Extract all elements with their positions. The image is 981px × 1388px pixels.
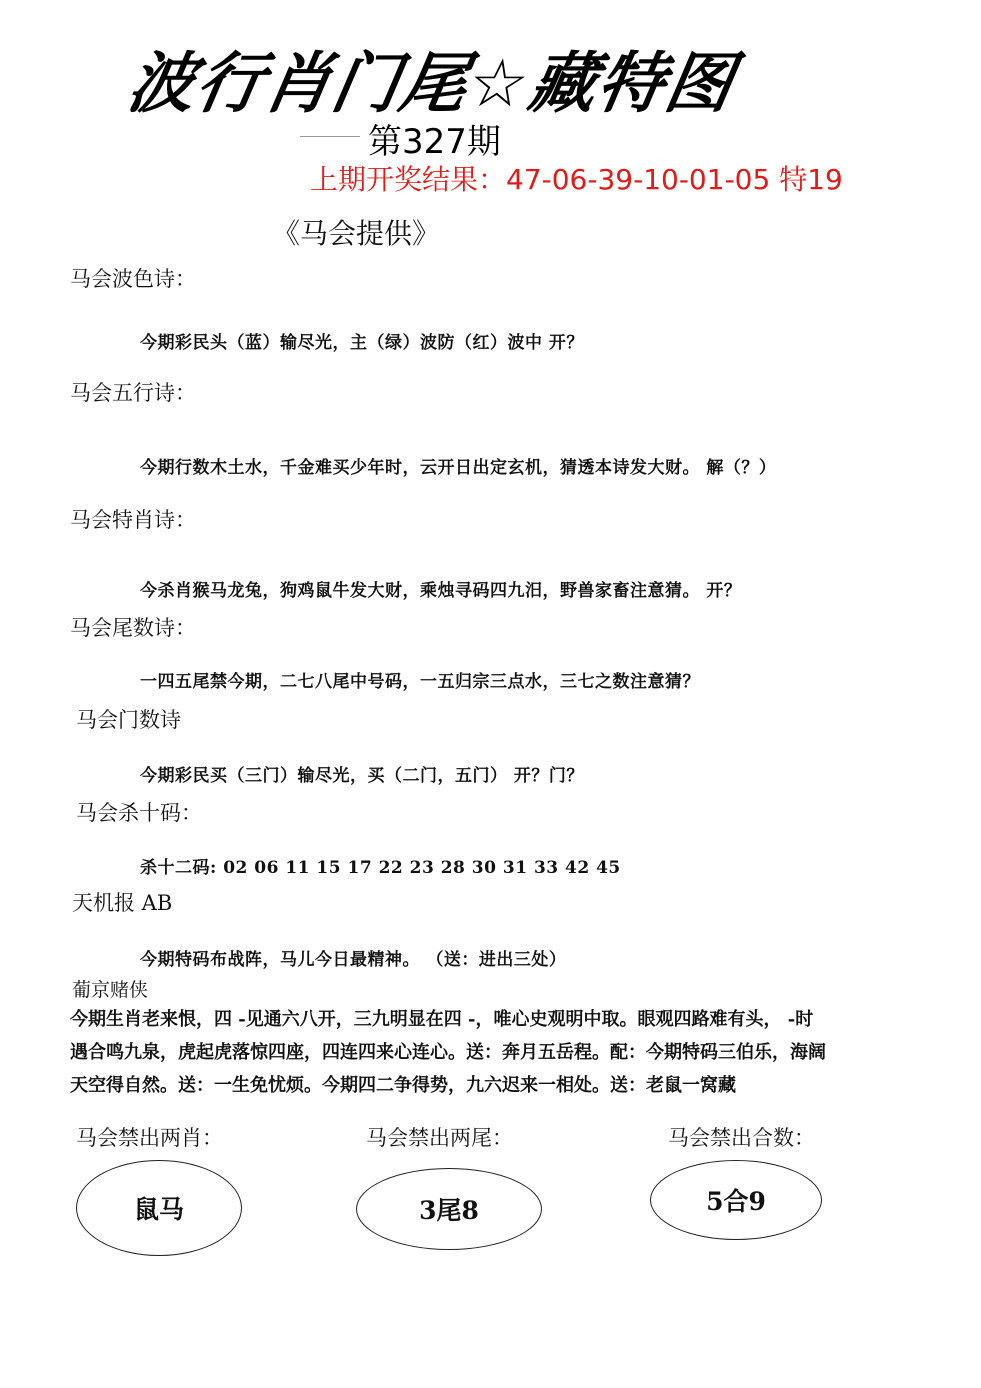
- section-heading-gambler: 葡京赌侠: [72, 979, 149, 1001]
- section-heading-kill-ten: 马会杀十码：: [76, 801, 202, 825]
- ban-label-sum: 马会禁出合数：: [668, 1126, 815, 1150]
- ban-label-zodiac: 马会禁出两肖：: [76, 1126, 223, 1150]
- provider-label: 《马会提供》: [272, 217, 441, 250]
- section-heading-gate-number: 马会门数诗: [76, 708, 181, 732]
- section-heading-tail-number: 马会尾数诗：: [70, 616, 196, 640]
- ban-sum-value: 5合9: [706, 1187, 766, 1216]
- gambler-line: 天空得自然。送：一生免忧烦。今期四二争得势，九六迟来一相处。送：老鼠一窝藏: [70, 1075, 736, 1096]
- ban-tail-oval: [356, 1168, 542, 1250]
- ban-zodiac-oval: [76, 1160, 242, 1256]
- poem-zodiac: 今杀肖猴马龙兔，狗鸡鼠牛发大财，乘烛寻码四九汨，野兽家畜注意猜。 开？: [140, 581, 742, 601]
- section-heading-five-elements: 马会五行诗：: [70, 381, 196, 405]
- poem-gate-number: 今期彩民买（三门）输尽光，买（二门，五门） 开？门？: [140, 766, 584, 786]
- page-title: 波行肖门尾☆藏特图: [122, 45, 741, 122]
- gambler-paragraph: [70, 1003, 930, 1102]
- gambler-line: 今期生肖老来恨，四 -见通六八开，三九明显在四 -，唯心史观明中取。眼观四路难有头， -时: [70, 1009, 814, 1030]
- ban-zodiac-value: 鼠马: [133, 1195, 184, 1224]
- kill-numbers-list: 杀十二码: 02 06 11 15 17 22 23 28 30 31 33 42 45: [140, 858, 621, 878]
- ban-label-tail: 马会禁出两尾：: [366, 1126, 513, 1150]
- section-heading-zodiac: 马会特肖诗：: [70, 508, 196, 532]
- section-heading-tianji: 天机报 AB: [72, 891, 173, 915]
- poem-tianji: 今期特码布战阵，马儿今日最精神。 （送：进出三处）: [140, 950, 567, 970]
- issue-number: 第327期: [368, 122, 501, 162]
- issue-rule: [300, 136, 360, 137]
- ban-sum-oval: [650, 1160, 822, 1240]
- section-heading-wave-color: 马会波色诗：: [70, 267, 196, 291]
- gambler-line: 遇合鸣九泉，虎起虎落惊四座，四连四来心连心。送：奔月五岳程。配：今期特码三伯乐，海阔: [70, 1042, 826, 1063]
- ban-tail-value: 3尾8: [419, 1196, 479, 1225]
- poem-wave-color: 今期彩民头（蓝）输尽光，主（绿）波防（红）波中 开？: [140, 333, 584, 353]
- poem-tail-number: 一四五尾禁今期，二七八尾中号码，一五归宗三点水，三七之数注意猜？: [140, 672, 700, 692]
- poem-five-elements: 今期行数木土水，千金难买少年时，云开日出定玄机，猜透本诗发大财。 解（？）: [140, 458, 777, 478]
- last-draw-result: 上期开奖结果：47-06-39-10-01-05 特19: [310, 163, 843, 196]
